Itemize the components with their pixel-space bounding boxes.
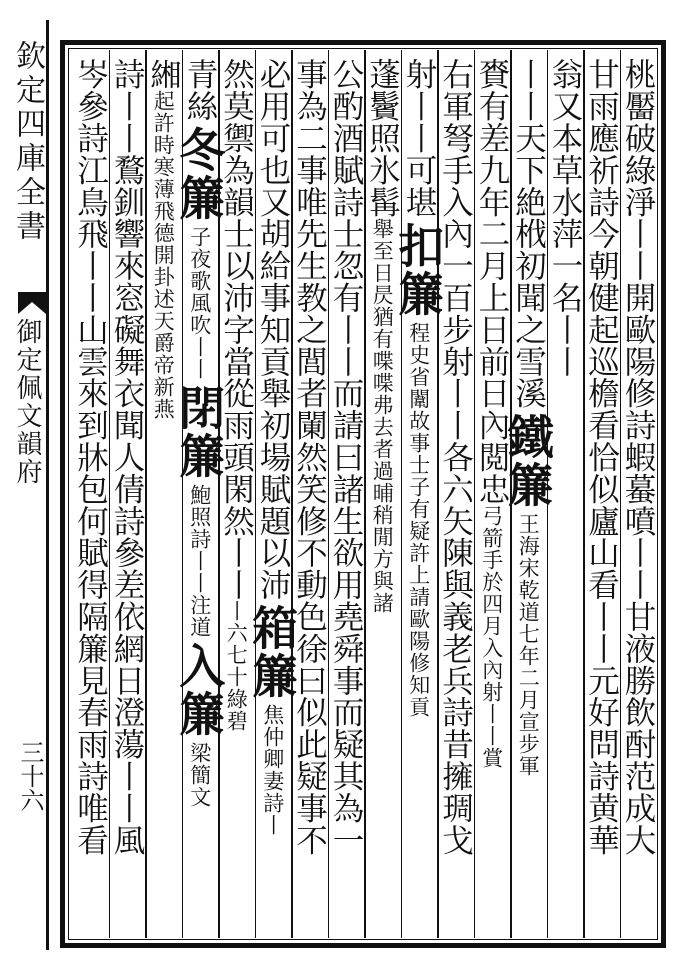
headword: 冬簾	[172, 125, 227, 222]
text-column	[71, 58, 110, 856]
headword: 閉簾	[172, 383, 227, 480]
annotation-text: 丨六七十綠碧	[224, 600, 249, 733]
annotation-text: 鮑照詩丨丨注道	[187, 483, 212, 638]
text-column	[245, 58, 300, 837]
body-text: 射丨丨可堪	[401, 58, 437, 218]
body-text: 公酌酒賦詩士忽有丨丨而請曰諸生欲用堯舜事而疑其為一	[328, 58, 364, 856]
text-column	[618, 58, 657, 856]
fish-tail-mark-icon	[18, 292, 46, 314]
annotation-text: 焦仲卿妻詩丨	[260, 704, 285, 837]
text-column	[107, 58, 146, 856]
body-text: 岑參詩江鳥飛丨丨山雲來到牀包何賦得隔簾見春雨詩唯看	[72, 58, 109, 856]
annotation-text: 帝新燕	[151, 353, 176, 420]
text-column	[582, 58, 621, 856]
body-text: 緗	[145, 58, 182, 90]
text-column	[545, 58, 584, 377]
headword: 扣簾	[391, 221, 446, 318]
body-text: 翁又本草水萍一名丨丨	[547, 58, 583, 377]
text-column	[326, 58, 365, 856]
volume-title: 御定佩文韻府	[12, 318, 42, 486]
annotation-text: 梁簡文	[187, 741, 212, 808]
text-column	[144, 58, 183, 420]
body-text: 詩丨丨鶩釧響來窓礙舞衣聞人倩詩參差依網日澄蕩丨丨風	[109, 58, 145, 856]
body-text: 事為二事唯先生教之閭者䦨然笑修不動色徐曰似此疑事不	[291, 58, 328, 856]
headword: 鐵簾	[500, 412, 555, 509]
annotation-text: 程史省闈故事士子有疑許上請歐陽修知貢	[406, 321, 431, 718]
annotation-text: 弓箭手於四月入內射丨丨賞	[479, 504, 504, 769]
text-column	[500, 58, 555, 777]
body-text: 然莫禦為韻士以沛字當從雨頭閑然丨丨	[218, 58, 255, 601]
body-text: 必用可也又胡給事知貢舉初場賦題以沛	[255, 58, 291, 601]
text-column	[172, 58, 227, 808]
headword: 箱簾	[245, 604, 300, 701]
gutter-rule	[46, 20, 49, 950]
annotation-text: 王海宋乾道七年二月宣步軍	[516, 512, 541, 777]
text-column	[391, 58, 446, 718]
body-text: 甘雨應祈詩今朝健起巡檐看恰似廬山看丨丨元好問詩黄華	[583, 58, 620, 856]
body-text: 蓬鬢照氷髯	[364, 58, 401, 218]
annotation-text: 起許時寒薄飛	[151, 89, 176, 222]
body-text: 賚有差九年二月上日前日內閲忠	[474, 58, 510, 505]
body-text: 右軍弩手入內一百步射丨丨各六矢陳與義老兵詩昔擁琱戈	[437, 58, 474, 856]
book-title: 欽定四庫全書	[10, 40, 45, 244]
annotation-text: 舉至日昃猶有喋喋弗去者過晡稍閒方與諸	[370, 217, 395, 614]
text-column	[472, 58, 511, 769]
page-number: 三十六	[16, 740, 44, 812]
text-column	[290, 58, 329, 856]
body-text: 丨丨天下絶栰初聞之雪溪	[510, 58, 547, 409]
text-column	[363, 58, 402, 614]
body-text: 青絲	[182, 58, 218, 122]
annotation-text: 子夜歌風吹丨丨	[187, 225, 212, 380]
headword: 入簾	[172, 641, 227, 738]
annotation-text: 德開卦述天爵	[151, 221, 176, 354]
body-text: 桃靨破綠淨丨丨開歐陽修詩蝦蟇噴丨丨甘液勝飲酎范成大	[620, 58, 656, 856]
text-column	[436, 58, 475, 856]
